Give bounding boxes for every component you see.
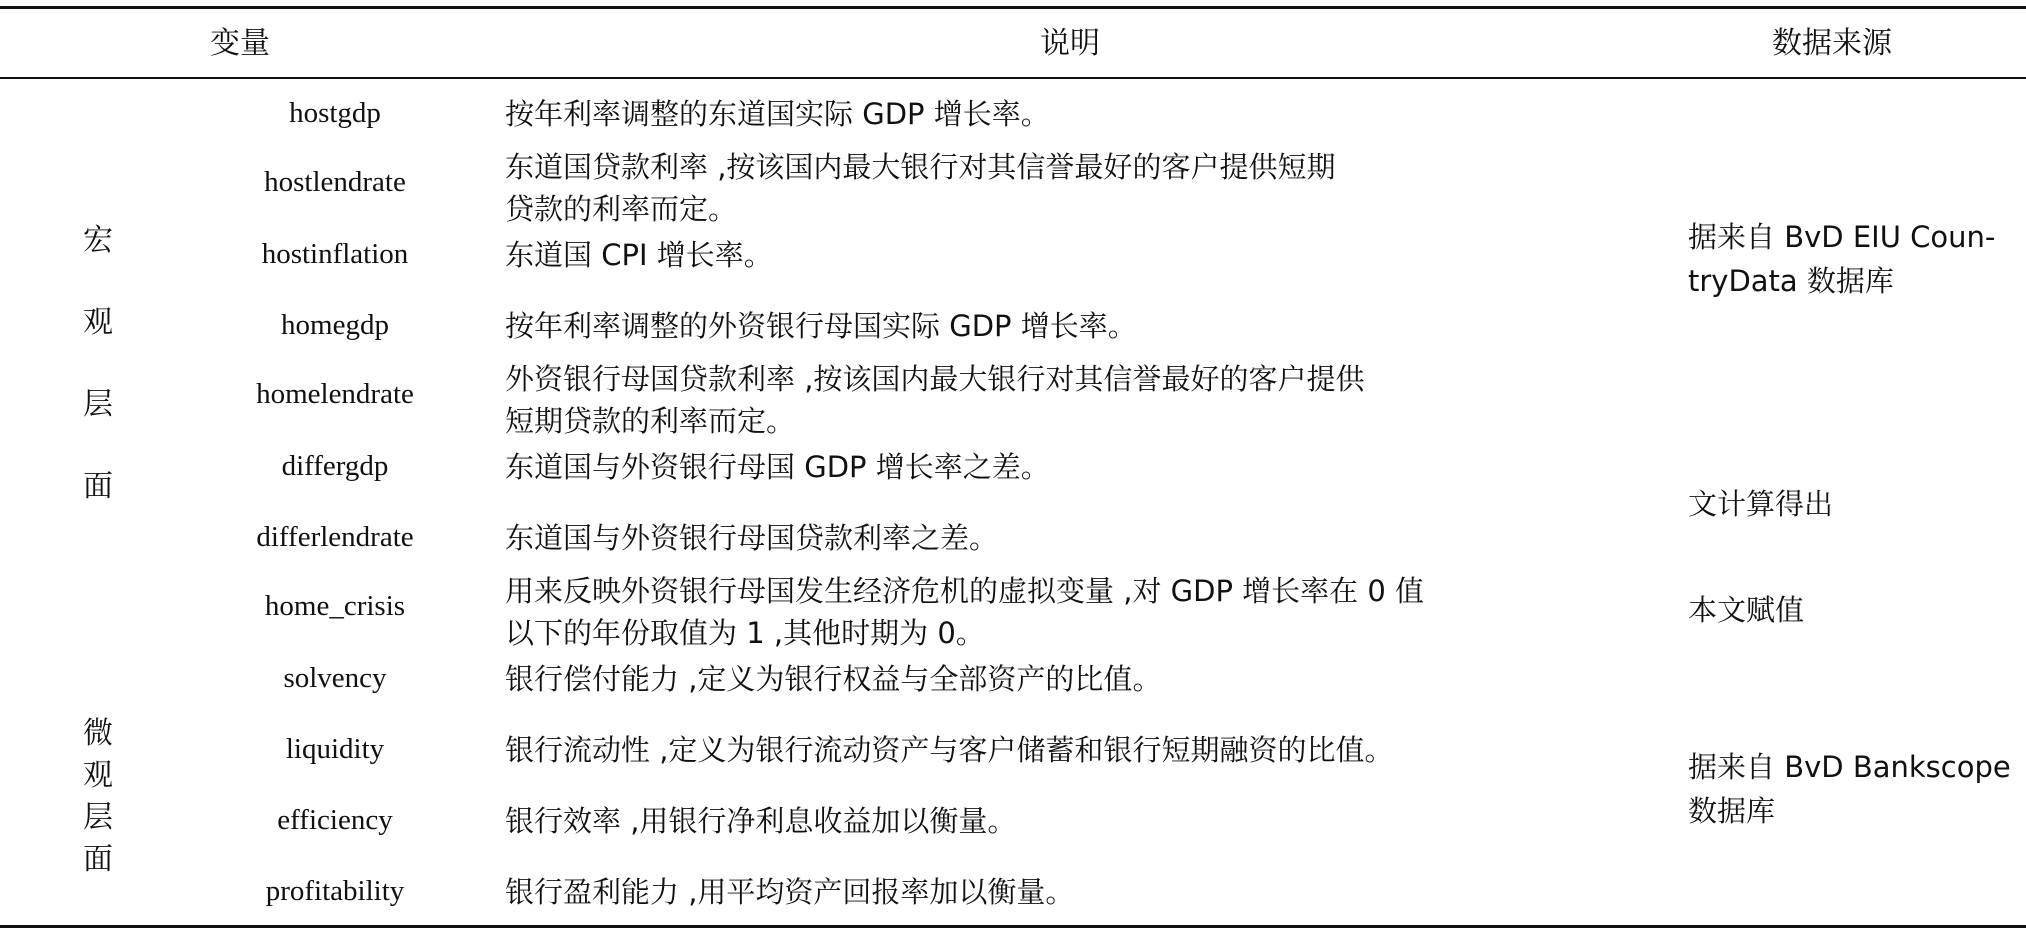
- description-cell: [505, 93, 1605, 135]
- description-cell: [505, 305, 1605, 347]
- source-line: 本文赋值: [1688, 593, 1805, 627]
- description-line: 银行盈利能力 ,用平均资产回报率加以衡量。: [505, 875, 1075, 909]
- variable-name: hostlendrate: [264, 166, 406, 198]
- source-line: 数据库: [1688, 794, 1776, 828]
- table-header-rule: [0, 77, 2026, 79]
- header-description: 说明: [1040, 26, 1100, 61]
- description-line: 东道国 CPI 增长率。: [505, 238, 773, 272]
- description-line: 按年利率调整的东道国实际 GDP 增长率。: [505, 97, 1050, 131]
- variable-name: profitability: [265, 875, 405, 907]
- table-top-rule: [0, 6, 2026, 9]
- header-source: 数据来源: [1772, 26, 1892, 61]
- group-label-char: 观: [83, 305, 113, 340]
- group-label-micro: [68, 708, 128, 888]
- description-cell: [505, 658, 1605, 700]
- description-line: 东道国贷款利率 ,按该国内最大银行对其信誉最好的客户提供短期: [505, 150, 1336, 184]
- variable-name: home_crisis: [264, 590, 406, 622]
- variable-name: homelendrate: [256, 378, 414, 410]
- table-bottom-rule: [0, 925, 2026, 928]
- description-line: 东道国与外资银行母国 GDP 增长率之差。: [505, 450, 1050, 484]
- group-label-char: 面: [83, 469, 113, 504]
- description-line: 东道国与外资银行母国贷款利率之差。: [505, 521, 999, 555]
- description-line: 以下的年份取值为 1 ,其他时期为 0。: [505, 616, 985, 650]
- description-cell: [505, 358, 1605, 442]
- variable-name: efficiency: [277, 804, 393, 836]
- description-line: 银行效率 ,用银行净利息收益加以衡量。: [505, 804, 1017, 838]
- description-line: 贷款的利率而定。: [505, 192, 738, 226]
- variable-name: solvency: [283, 662, 387, 694]
- source-line: 据来自 BvD EIU Coun-: [1688, 220, 1996, 254]
- variable-name: liquidity: [285, 733, 385, 765]
- source-line: 文计算得出: [1688, 487, 1834, 521]
- header-variable: 变量: [210, 26, 270, 61]
- variable-name: differlendrate: [256, 521, 414, 553]
- group-label-char: 面: [83, 842, 113, 877]
- description-cell: [505, 729, 1605, 771]
- group-label-char: 层: [83, 800, 113, 835]
- source-line: tryData 数据库: [1688, 264, 1894, 298]
- source-cell: [1688, 588, 2018, 632]
- description-cell: [505, 146, 1605, 230]
- group-label-char: 宏: [83, 223, 113, 258]
- description-cell: [505, 234, 1605, 276]
- variable-name: hostgdp: [289, 97, 381, 129]
- group-label-char: 微: [83, 716, 113, 751]
- description-line: 银行偿付能力 ,定义为银行权益与全部资产的比值。: [505, 662, 1162, 696]
- source-cell: [1688, 482, 2018, 526]
- description-line: 短期贷款的利率而定。: [505, 404, 796, 438]
- description-line: 银行流动性 ,定义为银行流动资产与客户储蓄和银行短期融资的比值。: [505, 733, 1394, 767]
- variable-name: differgdp: [281, 450, 389, 482]
- description-cell: [505, 446, 1605, 488]
- group-label-macro: [68, 215, 128, 515]
- description-line: 按年利率调整的外资银行母国实际 GDP 增长率。: [505, 309, 1137, 343]
- description-line: 用来反映外资银行母国发生经济危机的虚拟变量 ,对 GDP 增长率在 0 值: [505, 574, 1425, 608]
- variable-name: hostinflation: [261, 238, 409, 270]
- description-cell: [505, 517, 1605, 559]
- description-cell: [505, 570, 1605, 654]
- variable-name: homegdp: [281, 309, 389, 341]
- description-cell: [505, 871, 1605, 913]
- description-cell: [505, 800, 1605, 842]
- source-cell: [1688, 745, 2018, 833]
- description-line: 外资银行母国贷款利率 ,按该国内最大银行对其信誉最好的客户提供: [505, 362, 1365, 396]
- group-label-char: 层: [83, 387, 113, 422]
- group-label-char: 观: [83, 758, 113, 793]
- source-line: 据来自 BvD Bankscope: [1688, 750, 2011, 784]
- source-cell: [1688, 215, 2018, 303]
